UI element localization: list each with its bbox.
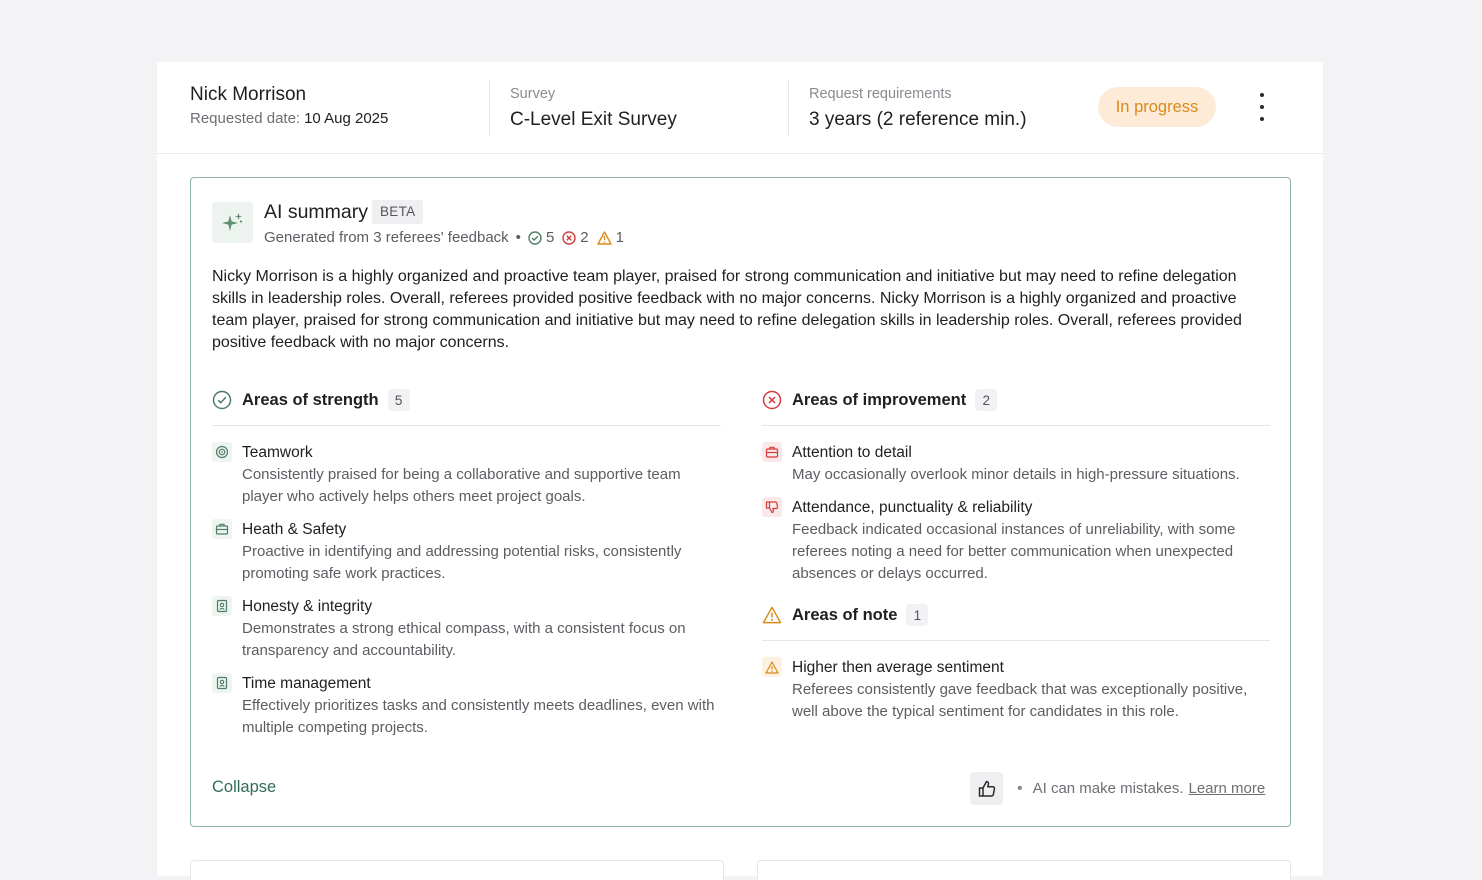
warning-count-value: 1: [615, 229, 624, 246]
improvement-item: [762, 497, 1270, 585]
target-icon: [212, 442, 232, 462]
negative-count: [562, 229, 588, 246]
requirements-label: Request requirements: [809, 86, 952, 102]
separator: •: [515, 229, 521, 246]
warning-icon: [762, 657, 782, 677]
thumbs-up-button[interactable]: [970, 772, 1003, 805]
divider: [489, 80, 490, 136]
divider: [762, 425, 1270, 426]
improvements-section: [762, 387, 1270, 734]
beta-badge: BETA: [372, 200, 423, 224]
improvements-header: [762, 387, 1270, 413]
strengths-header: [212, 387, 721, 413]
requirements-value: 3 years (2 reference min.): [809, 109, 1027, 130]
strengths-title: Areas of strength: [242, 390, 379, 409]
referee-card-stub: [757, 860, 1291, 880]
item-title: Heath & Safety: [242, 521, 347, 538]
thumbs-down-icon: [762, 497, 782, 517]
positive-count-value: 5: [545, 229, 555, 246]
warning-icon: [762, 605, 782, 625]
divider: [762, 640, 1270, 641]
strength-item: [212, 596, 721, 662]
learn-more-link[interactable]: Learn more: [1188, 780, 1266, 797]
x-circle-icon: [762, 390, 782, 410]
referee-card-stub: [190, 860, 724, 880]
requested-date-value: 10 Aug 2025: [304, 110, 389, 127]
status-badge: In progress: [1098, 87, 1216, 127]
briefcase-icon: [212, 519, 232, 539]
positive-count: [528, 229, 554, 246]
item-description: Feedback indicated occasional instances of unreliability, with some referees noting a need for better communication when unexpected absences or delays occurred.: [792, 521, 1236, 582]
warning-icon: [597, 231, 612, 245]
item-title: Honesty & integrity: [242, 598, 373, 615]
improvements-title: Areas of improvement: [792, 390, 967, 409]
item-description: Proactive in identifying and addressing potential risks, consistently promoting safe work practices.: [242, 543, 682, 582]
ai-summary-title: AI summary: [264, 201, 369, 223]
improvements-count: 2: [975, 389, 997, 411]
strength-item: [212, 673, 721, 739]
item-title: Higher then average sentiment: [792, 659, 1004, 676]
item-title: Attendance, punctuality & reliability: [792, 499, 1033, 516]
requested-date: [190, 110, 388, 127]
ai-disclaimer: AI can make mistakes.: [1032, 780, 1184, 797]
strength-item: [212, 442, 721, 508]
item-title: Attention to detail: [792, 444, 912, 461]
item-description: Demonstrates a strong ethical compass, with a consistent focus on transparency and accountability.: [242, 620, 686, 659]
request-header: [157, 62, 1323, 154]
id-badge-icon: [212, 596, 232, 616]
check-circle-icon: [528, 231, 542, 245]
item-description: Referees consistently gave feedback that was exceptionally positive, well above the typical sentiment for candidates in this role.: [792, 681, 1248, 720]
survey-value: C-Level Exit Survey: [510, 109, 677, 130]
item-title: Teamwork: [242, 444, 313, 461]
sparkle-icon: [212, 202, 253, 243]
collapse-button[interactable]: Collapse: [212, 778, 277, 796]
kebab-vertical-icon[interactable]: [1249, 90, 1275, 124]
note-item: [762, 657, 1270, 723]
item-description: Effectively prioritizes tasks and consistently meets deadlines, even with multiple competing projects.: [242, 697, 715, 736]
strength-item: [212, 519, 721, 585]
strengths-section: [212, 387, 721, 750]
item-description: May occasionally overlook minor details in high-pressure situations.: [792, 466, 1240, 483]
ai-summary-panel: [190, 177, 1291, 827]
generated-from-text: Generated from 3 referees' feedback: [264, 229, 509, 246]
check-circle-icon: [212, 390, 232, 410]
strengths-count: 5: [388, 389, 410, 411]
divider: [788, 80, 789, 136]
candidate-name: Nick Morrison: [190, 84, 307, 105]
summary-paragraph: Nicky Morrison is a highly organized and proactive team player, praised for strong communication and initiative but may need to refine delegation skills in leadership roles. Overall, referees provided positive feedback with no major concerns. Nicky Morrison is a highly organized and proactive team player, praised for strong communication and initiative but may need to refine delegation skills in leadership roles. Overall, referees provided positive feedback with no major concerns.: [212, 268, 1242, 351]
item-description: Consistently praised for being a collaborative and supportive team player who actively helps others meet project goals.: [242, 466, 681, 505]
feedback-bar: [970, 772, 1265, 805]
item-title: Time management: [242, 675, 371, 692]
notes-title: Areas of note: [792, 605, 898, 624]
warning-count: [597, 229, 624, 246]
notes-count: 1: [906, 604, 928, 626]
notes-header: [762, 602, 1270, 628]
separator: •: [1017, 779, 1023, 797]
id-badge-icon: [212, 673, 232, 693]
thumbs-up-icon: [977, 779, 997, 799]
improvement-item: [762, 442, 1270, 486]
negative-count-value: 2: [580, 229, 589, 246]
ai-summary-subtitle: [264, 229, 632, 246]
reference-request-card: [157, 62, 1323, 876]
divider: [212, 425, 721, 426]
briefcase-icon: [762, 442, 782, 462]
requested-date-label: Requested date:: [190, 110, 301, 127]
x-circle-icon: [562, 231, 576, 245]
survey-label: Survey: [510, 86, 556, 102]
